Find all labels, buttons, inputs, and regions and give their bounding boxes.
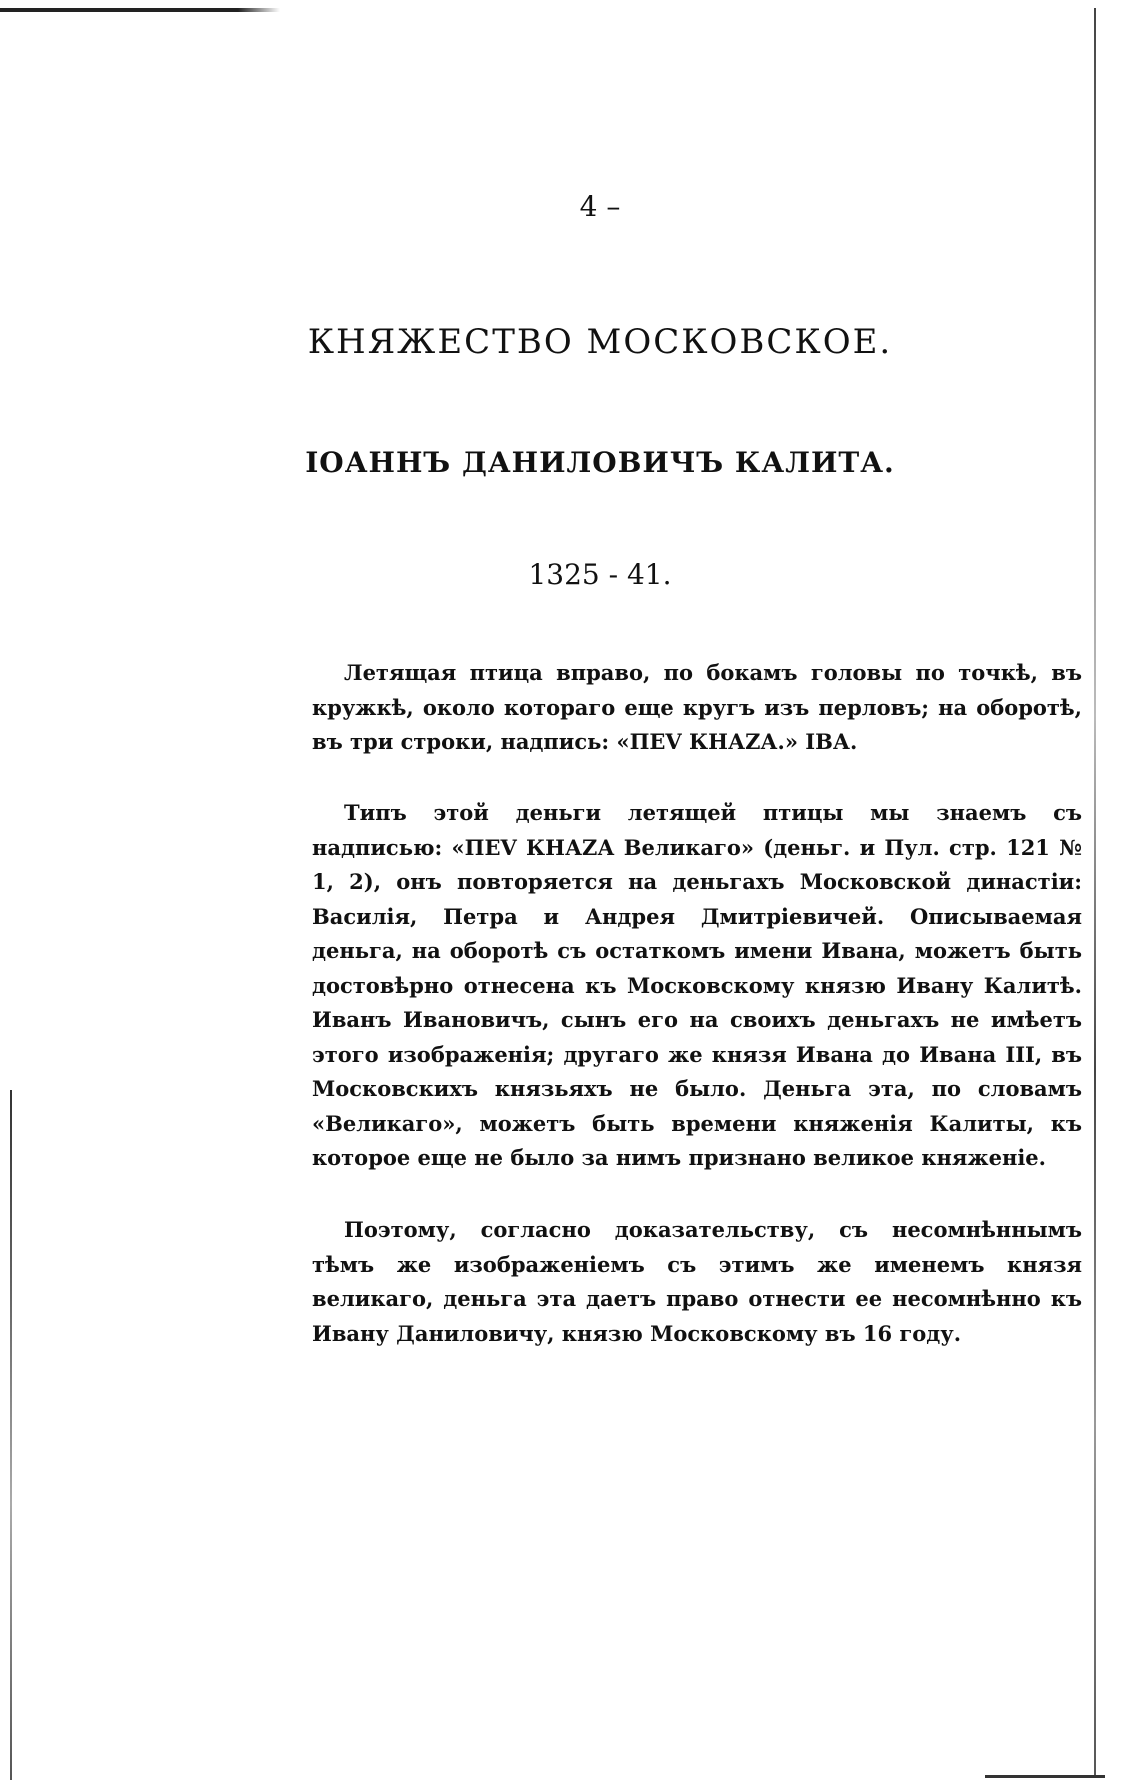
subtitle: ІОАННЪ ДАНИЛОВИЧЪ КАЛИТА.	[305, 446, 895, 479]
paragraph-attribution: Типъ этой деньги летящей птицы мы знаемъ съ надписью: «ПЕV КНАZА Великаго» (деньг. и Пул. стр. 121 № 1, 2), онъ повторяется на деньгахъ Московской династіи: Василія, Петра и Андрея Дмитріевичей. Описываемая деньга, на оборотѣ съ остаткомъ имени Ивана, можетъ быть достовѣрно отнесена къ Московскому князю Ивану Калитѣ. Иванъ Ивановичъ, сынъ его на своихъ деньгахъ не имѣетъ этого изображенія; другаго же князя Ивана до Ивана III, въ Московскихъ князьяхъ не было. Деньга эта, по словамъ «Великаго», можетъ быть времени княженія Калиты, къ которое еще не было за нимъ признано великое княженіе.	[312, 800, 1082, 1170]
scan-edge-top	[0, 8, 280, 12]
section-title: КНЯЖЕСТВО МОСКОВСКОЕ.	[307, 322, 893, 362]
scan-edge-bottom	[985, 1775, 1105, 1778]
paragraph-description: Летящая птица вправо, по бокамъ головы по точкѣ, въ кружкѣ, около котораго еще кругъ изъ перловъ; на оборотѣ, въ три строки, надпись: «ПЕV КНАZА.» ІВА.	[312, 660, 1082, 754]
reign-dates: 1325 - 41.	[528, 558, 672, 591]
paragraph-conclusion: Поэтому, согласно доказательству, съ несомнѣннымъ тѣмъ же изображеніемъ съ этимъ же именемъ князя великаго, деньга эта даетъ право отнести ее несомнѣнно къ Ивану Даниловичу, князю Московскому въ 16 году.	[312, 1217, 1082, 1346]
scan-edge-right	[1094, 8, 1096, 1778]
scan-edge-left	[10, 1090, 12, 1780]
page-number: 4 –	[579, 190, 621, 223]
